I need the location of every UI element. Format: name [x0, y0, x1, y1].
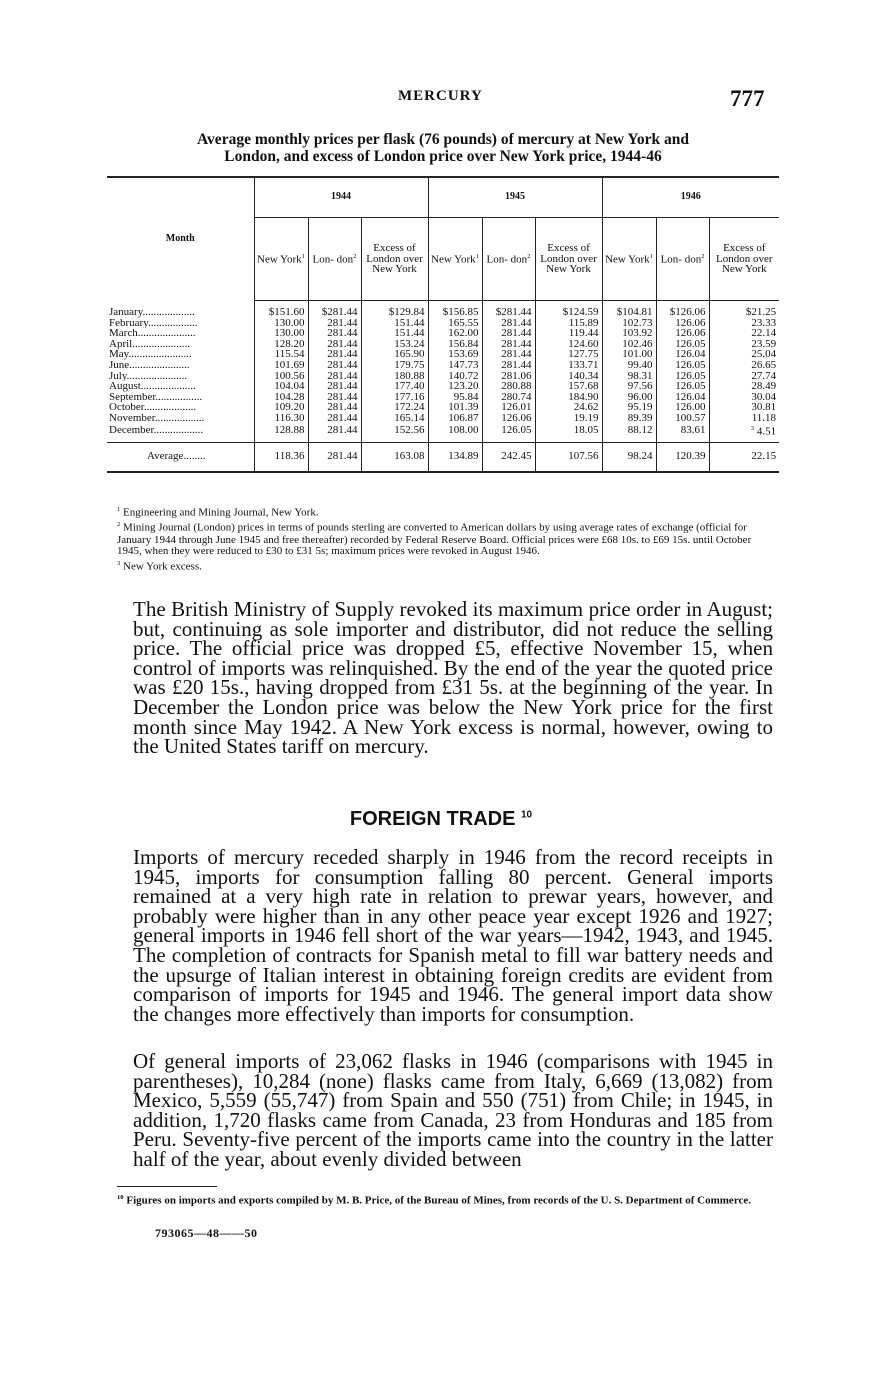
- price-cell: 120.39: [656, 442, 709, 472]
- price-cell: 22.15: [709, 442, 779, 472]
- price-cell: $281.44: [482, 301, 535, 318]
- price-cell: 126.00: [656, 402, 709, 413]
- price-cell: 98.24: [602, 442, 656, 472]
- average-row: [107, 442, 779, 472]
- price-cell: 172.24: [361, 402, 428, 413]
- price-cell: 281.44: [482, 349, 535, 360]
- page-number: 777: [730, 86, 765, 111]
- table-caption-line-2: London, and excess of London price over New York price, 1944-46: [224, 148, 662, 165]
- price-cell: 126.04: [656, 392, 709, 403]
- price-cell: 281.44: [308, 424, 361, 443]
- price-cell: 127.75: [535, 349, 602, 360]
- print-code: 793065—48——50: [155, 1226, 258, 1240]
- price-cell: 126.01: [482, 402, 535, 413]
- price-cell: 281.44: [308, 413, 361, 424]
- table-footnotes: [117, 504, 777, 573]
- paragraph-imports: Imports of mercury receded sharply in 1946 from the record receipts in 1945, imports for consumption falling 80 percent. General imports remained at a very high rate in relation to prewar years, however, and probably were higher than in any other peace year except 1926 and 1927; general imports in 1946 fell short of the war years—1942, 1943, and 1945. The completion of contracts for Spanish metal to fill war battery needs and the upsurge of Italian interest in obtaining foreign credits are evident from comparison of imports for 1945 and 1946. The general import data show the changes more effectively than imports for consumption.: [133, 845, 773, 1026]
- price-cell: 116.30: [254, 413, 308, 424]
- price-cell: 130.00: [254, 318, 308, 329]
- price-cell: $126.06: [656, 301, 709, 318]
- col-header-excess: Excess of London over New York: [709, 218, 779, 301]
- table-row: [107, 381, 779, 392]
- price-cell: 281.06: [482, 371, 535, 382]
- month-label: May.......................: [109, 349, 192, 360]
- price-cell: 96.00: [602, 392, 656, 403]
- price-cell: 281.44: [308, 339, 361, 350]
- price-cell: $281.44: [308, 301, 361, 318]
- table-caption: [110, 131, 776, 165]
- price-cell: $151.60: [254, 301, 308, 318]
- price-cell: 281.44: [482, 360, 535, 371]
- price-cell: 281.44: [308, 402, 361, 413]
- table-body: [107, 301, 779, 472]
- price-cell: $21.25: [709, 301, 779, 318]
- price-cell: 153.24: [361, 339, 428, 350]
- price-cell: 109.20: [254, 402, 308, 413]
- col-header-new-york: New York$^1$: [602, 218, 656, 301]
- price-cell: 88.12: [602, 424, 656, 443]
- price-cell: 147.73: [428, 360, 482, 371]
- col-header-london: Lon- don$^2$: [482, 218, 535, 301]
- table-row: [107, 339, 779, 350]
- mercury-price-table-wrapper: [107, 176, 779, 473]
- price-cell: 98.31: [602, 371, 656, 382]
- price-cell: 118.36: [254, 442, 308, 472]
- price-cell: 281.44: [482, 328, 535, 339]
- price-cell: $156.85: [428, 301, 482, 318]
- price-cell: 101.39: [428, 402, 482, 413]
- price-cell: $^3$ 4.51: [709, 424, 779, 443]
- paragraph-general-imports: Of general imports of 23,062 flasks in 1946 (comparisons with 1945 in parentheses), 10,284 (none) flasks came from Italy, 6,669 (13,082) from Mexico, 5,559 (55,747) from Spain and 550 (751) from Chile; in 1945, in addition, 1,720 flasks came from Canada, 23 from Honduras and 185 from Peru. Seventy-five percent of the imports came into the country in the latter half of the year, about evenly divided between: [133, 1049, 773, 1171]
- price-cell: 177.16: [361, 392, 428, 403]
- table-row: [107, 424, 779, 443]
- price-cell: 25.04: [709, 349, 779, 360]
- price-cell: 151.44: [361, 318, 428, 329]
- price-cell: 19.19: [535, 413, 602, 424]
- price-cell: 119.44: [535, 328, 602, 339]
- month-label: September.................: [109, 391, 203, 403]
- year-header-1944: 1944: [254, 177, 428, 218]
- table-row: [107, 371, 779, 382]
- price-cell: 126.05: [656, 381, 709, 392]
- price-cell: 18.05: [535, 424, 602, 443]
- price-cell: 128.88: [254, 424, 308, 443]
- year-header-1946: 1946: [602, 177, 779, 218]
- table-row: [107, 413, 779, 424]
- month-column-header: Month: [107, 177, 254, 301]
- month-label: November..................: [109, 412, 205, 424]
- price-cell: 179.75: [361, 360, 428, 371]
- price-cell: 156.84: [428, 339, 482, 350]
- table-row: [107, 328, 779, 339]
- price-cell: 115.54: [254, 349, 308, 360]
- price-cell: 242.45: [482, 442, 535, 472]
- price-cell: 24.62: [535, 402, 602, 413]
- price-cell: 157.68: [535, 381, 602, 392]
- price-cell: 281.44: [308, 371, 361, 382]
- price-cell: 89.39: [602, 413, 656, 424]
- price-cell: 128.20: [254, 339, 308, 350]
- month-label: December..................: [109, 423, 204, 436]
- col-header-excess: Excess of London over New York: [535, 218, 602, 301]
- price-cell: 126.06: [482, 413, 535, 424]
- price-cell: 126.05: [656, 371, 709, 382]
- price-cell: $124.59: [535, 301, 602, 318]
- price-cell: 83.61: [656, 424, 709, 443]
- price-cell: 106.87: [428, 413, 482, 424]
- month-label: June......................: [109, 359, 190, 371]
- price-cell: 11.18: [709, 413, 779, 424]
- price-cell: 30.04: [709, 392, 779, 403]
- price-cell: 30.81: [709, 402, 779, 413]
- price-cell: 126.05: [656, 339, 709, 350]
- price-cell: 27.74: [709, 371, 779, 382]
- price-cell: 134.89: [428, 442, 482, 472]
- table-row: [107, 349, 779, 360]
- price-cell: 281.44: [482, 339, 535, 350]
- price-cell: 140.34: [535, 371, 602, 382]
- footnote-3: $^3$ New York excess.: [117, 559, 202, 573]
- section-footnote-ref: 10: [521, 809, 533, 821]
- col-header-london: Lon- don$^2$: [308, 218, 361, 301]
- col-header-excess: Excess of London over New York: [361, 218, 428, 301]
- table-row: [107, 392, 779, 403]
- price-cell: 153.69: [428, 349, 482, 360]
- price-cell: 280.88: [482, 381, 535, 392]
- price-cell: 26.65: [709, 360, 779, 371]
- price-cell: 126.06: [656, 328, 709, 339]
- price-cell: 281.44: [308, 381, 361, 392]
- price-cell: 104.28: [254, 392, 308, 403]
- price-cell: 101.00: [602, 349, 656, 360]
- col-header-new-york: New York$^1$: [254, 218, 308, 301]
- price-cell: 23.33: [709, 318, 779, 329]
- month-label: January...................: [109, 305, 195, 318]
- mercury-price-table: [107, 176, 779, 473]
- price-cell: 100.57: [656, 413, 709, 424]
- price-cell: 163.08: [361, 442, 428, 472]
- price-cell: 165.90: [361, 349, 428, 360]
- month-label: August....................: [109, 381, 196, 392]
- table-row: [107, 301, 779, 318]
- price-cell: 126.06: [656, 318, 709, 329]
- price-cell: 126.05: [656, 360, 709, 371]
- price-cell: 28.49: [709, 381, 779, 392]
- price-cell: 97.56: [602, 381, 656, 392]
- running-title: MERCURY: [398, 88, 483, 104]
- month-label: October...................: [109, 402, 197, 413]
- price-cell: 99.40: [602, 360, 656, 371]
- price-cell: $129.84: [361, 301, 428, 318]
- price-cell: 165.14: [361, 413, 428, 424]
- price-cell: 108.00: [428, 424, 482, 443]
- year-header-1945: 1945: [428, 177, 602, 218]
- price-cell: 103.92: [602, 328, 656, 339]
- price-cell: 140.72: [428, 371, 482, 382]
- price-cell: 107.56: [535, 442, 602, 472]
- price-cell: 281.44: [308, 318, 361, 329]
- table-row: [107, 318, 779, 329]
- price-cell: 123.20: [428, 381, 482, 392]
- price-cell: 177.40: [361, 381, 428, 392]
- price-cell: 115.89: [535, 318, 602, 329]
- price-cell: 281.44: [308, 442, 361, 472]
- footnote-10: $^{10}$ Figures on imports and exports compiled by M. B. Price, of the Bureau of Mines, from records of the U. S. Department of Commerce.: [117, 1194, 752, 1207]
- price-cell: 281.44: [482, 318, 535, 329]
- price-cell: 102.73: [602, 318, 656, 329]
- col-header-london: Lon- don$^2$: [656, 218, 709, 301]
- price-cell: 280.74: [482, 392, 535, 403]
- price-cell: 133.71: [535, 360, 602, 371]
- price-cell: 126.04: [656, 349, 709, 360]
- price-cell: 95.19: [602, 402, 656, 413]
- month-label: February..................: [109, 317, 198, 329]
- month-label: July......................: [109, 370, 188, 382]
- footnote-divider: [117, 1186, 217, 1187]
- price-cell: 162.00: [428, 328, 482, 339]
- price-cell: 23.59: [709, 339, 779, 350]
- price-cell: 151.44: [361, 328, 428, 339]
- price-cell: 281.44: [308, 349, 361, 360]
- price-cell: 165.55: [428, 318, 482, 329]
- table-row: [107, 360, 779, 371]
- price-cell: 152.56: [361, 424, 428, 443]
- table-caption-line-1: Average monthly prices per flask (76 pounds) of mercury at New York and: [197, 131, 689, 148]
- month-label: April.....................: [109, 338, 190, 350]
- price-cell: 180.88: [361, 371, 428, 382]
- col-header-new-york: New York$^1$: [428, 218, 482, 301]
- section-heading-foreign-trade: FOREIGN TRADE $^{10}$: [349, 808, 533, 830]
- footnote-1: $^1$ Engineering and Mining Journal, New York.: [117, 506, 319, 519]
- paragraph-london-price: The British Ministry of Supply revoked its maximum price order in August; but, continuing as sole importer and distributor, did not reduce the selling price. The official price was dropped £5, effective November 15, when control of imports was relinquished. By the end of the year the quoted price was £20 15s., having dropped from £31 5s. at the beginning of the year. In December the London price was below the New York price for the first month since May 1942. A New York excess is normal, however, owing to the United States tariff on mercury.: [133, 597, 773, 759]
- price-cell: $104.81: [602, 301, 656, 318]
- price-cell: 130.00: [254, 328, 308, 339]
- running-head: [0, 86, 882, 116]
- price-cell: 281.44: [308, 360, 361, 371]
- price-cell: 100.56: [254, 371, 308, 382]
- table-row: [107, 402, 779, 413]
- price-cell: 124.60: [535, 339, 602, 350]
- price-cell: 104.04: [254, 381, 308, 392]
- price-cell: 126.05: [482, 424, 535, 443]
- price-cell: 281.44: [308, 392, 361, 403]
- price-cell: 102.46: [602, 339, 656, 350]
- price-cell: 95.84: [428, 392, 482, 403]
- price-cell: 281.44: [308, 328, 361, 339]
- month-label: Average........: [107, 442, 254, 472]
- price-cell: 22.14: [709, 328, 779, 339]
- price-cell: 184.90: [535, 392, 602, 403]
- month-label: March.....................: [109, 328, 196, 339]
- price-cell: 101.69: [254, 360, 308, 371]
- footnote-2: $^2$ Mining Journal (London) prices in terms of pounds sterling are converted to American dollars by using average rates of exchange (official for January 1944 through June 1945 and free thereafter) recorded by Federal Reserve Board. Official prices were £68 10s. to £69 15s. until October 1945, when they were reduced to £30 to £31 5s; maximum prices were revoked in August 1946.: [117, 521, 752, 558]
